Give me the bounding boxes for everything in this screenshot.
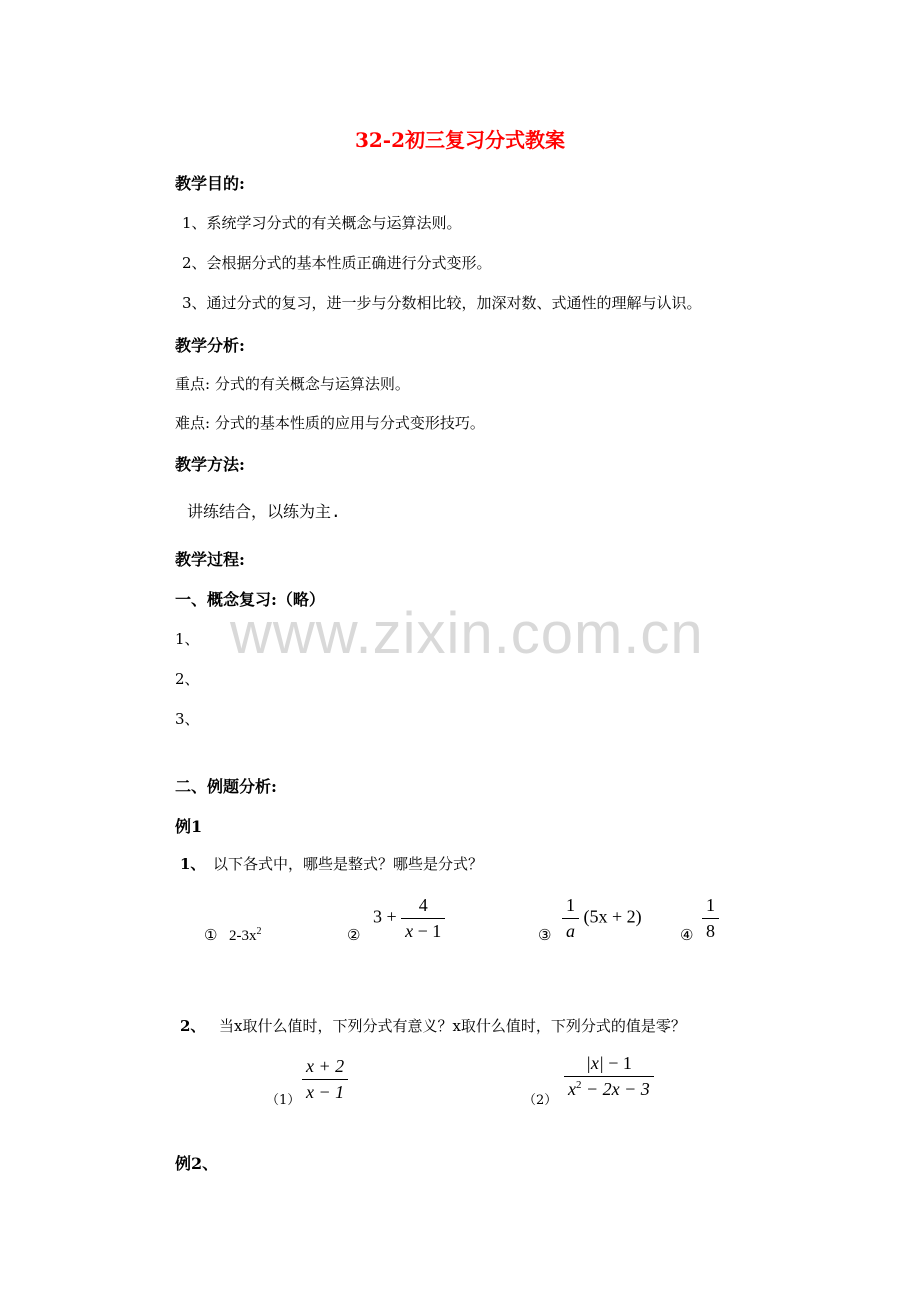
expression-3-numerator: 1 — [566, 895, 575, 915]
part1-concept-review: 一、概念复习:（略） — [175, 590, 325, 609]
fraction-1-fraction — [302, 1056, 348, 1103]
example1-label: 例1 — [175, 817, 203, 836]
objective-item-3: 3、通过分式的复习，进一步与分数相比较，加深对数、式通性的理解与认识。 — [182, 294, 702, 312]
expression-3 — [562, 895, 642, 942]
heading-teaching-objectives: 教学目的: — [175, 174, 245, 193]
fraction-1 — [302, 1056, 348, 1103]
marker-2: ② — [347, 926, 361, 944]
fraction-2 — [564, 1053, 654, 1100]
blank-item-1: 1、 — [175, 630, 200, 648]
expression-1-base: 2-3x — [229, 928, 257, 944]
fraction-2-denominator-exponent: 2 — [576, 1079, 582, 1091]
example2-label: 例2、 — [175, 1154, 219, 1173]
blank-item-3: 3、 — [175, 710, 200, 728]
expression-4-numerator: 1 — [706, 895, 715, 915]
blank-item-2: 2、 — [175, 670, 200, 688]
question1-number: 1、 — [180, 855, 206, 873]
heading-teaching-method: 教学方法: — [175, 455, 245, 474]
expression-4 — [702, 895, 719, 942]
expression-2 — [373, 895, 445, 942]
expression-2-lead: 3 + — [373, 906, 397, 927]
key-points: 重点: 分式的有关概念与运算法则。 — [175, 375, 410, 393]
fraction-2-numerator — [582, 1053, 636, 1076]
expression-3-paren: (5x + 2) — [583, 906, 642, 927]
expression-2-denominator-var: x — [405, 921, 414, 941]
fraction-2-fraction — [564, 1053, 654, 1100]
marker-1: ① — [204, 926, 218, 944]
fraction-1-label: （1） — [266, 1093, 301, 1108]
fraction-2-label: （2） — [523, 1093, 558, 1108]
expression-1 — [229, 926, 262, 945]
expression-4-fraction — [702, 895, 719, 942]
heading-teaching-analysis: 教学分析: — [175, 336, 245, 355]
objective-item-2: 2、会根据分式的基本性质正确进行分式变形。 — [182, 254, 492, 272]
expression-4-denominator: 8 — [702, 918, 719, 942]
expression-2-denominator — [401, 918, 445, 942]
teaching-method-text: 讲练结合，以练为主. — [187, 502, 341, 521]
watermark: www.zixin.com.cn — [230, 601, 704, 666]
expression-2-fraction — [401, 895, 445, 942]
fraction-2-denominator-x: x — [568, 1079, 576, 1099]
expression-2-numerator: 4 — [418, 895, 428, 915]
objective-item-1: 1、系统学习分式的有关概念与运算法则。 — [182, 214, 462, 232]
fraction-1-denominator: x − 1 — [302, 1079, 348, 1103]
marker-4: ④ — [680, 926, 694, 944]
part2-example-analysis: 二、例题分析: — [175, 777, 277, 796]
heading-teaching-process: 教学过程: — [175, 550, 245, 569]
fraction-2-denominator-rest: − 2x − 3 — [581, 1079, 650, 1099]
expression-2-denominator-rest: − 1 — [413, 921, 442, 941]
expression-3-denominator: a — [562, 918, 579, 942]
question2-number: 2、 — [180, 1017, 206, 1035]
fraction-2-numerator-abs: |x| — [585, 1053, 604, 1073]
expression-3-fraction — [562, 895, 579, 942]
question1-text: 以下各式中，哪些是整式？哪些是分式？ — [213, 855, 484, 873]
document-title: 32-2初三复习分式教案 — [354, 128, 566, 152]
expression-1-exponent: 2 — [256, 926, 262, 937]
fraction-1-numerator: x + 2 — [306, 1056, 345, 1076]
fraction-2-denominator — [564, 1076, 654, 1100]
difficult-points: 难点: 分式的基本性质的应用与分式变形技巧。 — [175, 414, 485, 432]
question2-text: 当x取什么值时，下列分式有意义？x取什么值时，下列分式的值是零？ — [219, 1017, 686, 1035]
fraction-2-numerator-rest: − 1 — [603, 1053, 632, 1073]
marker-3: ③ — [538, 926, 552, 944]
